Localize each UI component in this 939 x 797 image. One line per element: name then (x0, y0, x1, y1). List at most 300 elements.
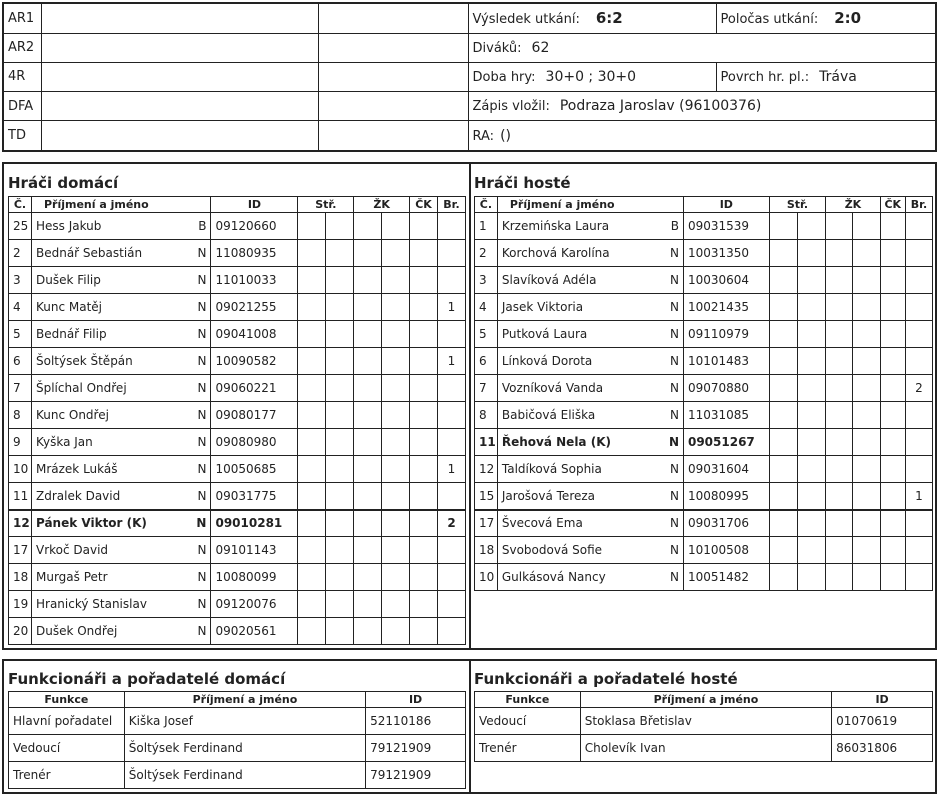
str-cell-1 (769, 402, 797, 429)
player-number: 17 (475, 510, 498, 537)
player-id: 10021435 (683, 294, 769, 321)
player-nationality: N (670, 354, 679, 368)
player-row (9, 294, 466, 321)
player-nationality: B (198, 219, 207, 233)
zk-cell-1 (826, 456, 852, 483)
player-name (497, 402, 683, 429)
official-row (9, 762, 466, 789)
away-players-title: Hráči hosté (474, 174, 571, 192)
zk-cell-1 (826, 402, 852, 429)
player-number: 12 (9, 510, 32, 537)
player-id: 09031706 (683, 510, 769, 537)
str-cell-1 (298, 537, 326, 564)
player-name (31, 618, 210, 645)
player-id: 09080980 (211, 429, 298, 456)
player-number: 6 (9, 348, 32, 375)
player-number: 18 (475, 537, 498, 564)
away-officials-header (475, 692, 933, 708)
player-number: 2 (9, 240, 32, 267)
player-nationality: N (197, 408, 207, 422)
player-id: 10090582 (211, 348, 298, 375)
player-name (31, 348, 210, 375)
official-function: Vedoucí (9, 735, 125, 762)
ck-cell (410, 294, 438, 321)
player-id: 09101143 (211, 537, 298, 564)
str-cell-2 (797, 564, 825, 591)
str-cell-1 (298, 564, 326, 591)
player-name (31, 591, 210, 618)
zk-cell-2 (852, 213, 880, 240)
player-nationality: N (670, 300, 679, 314)
ck-cell (410, 591, 438, 618)
player-name (31, 483, 210, 510)
str-cell-2 (326, 348, 354, 375)
player-number: 10 (9, 456, 32, 483)
str-cell-2 (326, 294, 354, 321)
player-nationality: N (197, 435, 207, 449)
away-players-table (474, 196, 933, 591)
header-name: Příjmení a jméno (31, 197, 210, 213)
player-id: 09060221 (211, 375, 298, 402)
ck-cell (410, 213, 438, 240)
ck-cell (880, 483, 905, 510)
away-officials-title: Funkcionáři a pořadatelé hosté (474, 670, 738, 688)
goals-cell (438, 402, 466, 429)
zk-cell-2 (382, 483, 410, 510)
info-row-1 (4, 4, 935, 33)
player-nationality: N (197, 381, 207, 395)
header-id: ID (211, 197, 298, 213)
player-nationality: N (670, 488, 679, 503)
str-cell-2 (797, 321, 825, 348)
ck-cell (880, 267, 905, 294)
player-name-text: Murgaš Petr (35, 570, 108, 584)
goals-cell (905, 402, 932, 429)
zk-cell-1 (826, 240, 852, 267)
player-row (9, 510, 466, 537)
str-cell-2 (797, 510, 825, 537)
zk-cell-1 (826, 429, 852, 456)
player-name (497, 510, 683, 537)
zk-cell-1 (354, 564, 382, 591)
header-name: Příjmení a jméno (124, 692, 365, 708)
player-number: 11 (475, 429, 498, 456)
str-cell-2 (797, 402, 825, 429)
str-cell-2 (326, 618, 354, 645)
str-cell-1 (769, 456, 797, 483)
surface-cell (716, 62, 935, 91)
player-row (475, 375, 933, 402)
player-number: 4 (475, 294, 498, 321)
goals-cell (438, 483, 466, 510)
match-info-table (4, 4, 935, 150)
header-no: Č. (9, 197, 32, 213)
ck-cell (880, 402, 905, 429)
away-officials-table (474, 691, 933, 762)
zk-cell-2 (382, 456, 410, 483)
player-number: 8 (475, 402, 498, 429)
zk-cell-2 (852, 267, 880, 294)
surface-value: Tráva (819, 68, 857, 85)
zk-cell-2 (852, 456, 880, 483)
player-nationality: N (670, 408, 679, 422)
home-officials-title: Funkcionáři a pořadatelé domácí (8, 670, 286, 688)
str-cell-2 (326, 510, 354, 537)
referee-extra-ar1 (318, 4, 468, 33)
goals-cell (905, 537, 932, 564)
ck-cell (410, 240, 438, 267)
player-name-text: Putková Laura (501, 327, 588, 341)
player-name (497, 294, 683, 321)
official-name: Kiška Josef (124, 708, 365, 735)
player-name (497, 375, 683, 402)
player-name-text: Zdralek David (35, 488, 121, 503)
referee-extra-ar2 (318, 33, 468, 62)
entered-value: Podraza Jaroslav (96100376) (559, 98, 762, 115)
player-name (497, 240, 683, 267)
officials-divider (469, 661, 471, 792)
zk-cell-1 (354, 375, 382, 402)
player-name (31, 537, 210, 564)
header-str: Stř. (769, 197, 826, 213)
header-ck: ČK (410, 197, 438, 213)
referee-label-ar2: AR2 (4, 33, 41, 62)
zk-cell-2 (852, 510, 880, 537)
player-nationality: N (670, 516, 679, 531)
player-id: 09031775 (211, 483, 298, 510)
player-id: 10031350 (683, 240, 769, 267)
zk-cell-1 (826, 213, 852, 240)
player-name-text: Mrázek Lukáš (35, 462, 118, 476)
info-row-3 (4, 62, 935, 91)
player-id: 09031604 (683, 456, 769, 483)
player-name (31, 213, 210, 240)
goals-cell (905, 267, 932, 294)
player-nationality: N (196, 516, 207, 531)
player-name (497, 213, 683, 240)
zk-cell-2 (382, 618, 410, 645)
player-name (497, 267, 683, 294)
header-ck: ČK (880, 197, 905, 213)
player-nationality: N (670, 381, 679, 395)
zk-cell-1 (354, 483, 382, 510)
str-cell-1 (769, 321, 797, 348)
player-id: 10080099 (211, 564, 298, 591)
goals-cell (438, 618, 466, 645)
player-name (497, 564, 683, 591)
zk-cell-1 (826, 294, 852, 321)
str-cell-2 (326, 402, 354, 429)
zk-cell-1 (354, 267, 382, 294)
player-id: 11031085 (683, 402, 769, 429)
home-players-table (8, 196, 466, 645)
spectators-cell (468, 33, 935, 62)
ck-cell (880, 429, 905, 456)
goals-cell (438, 429, 466, 456)
str-cell-1 (769, 375, 797, 402)
player-name-text: Hranický Stanislav (35, 597, 147, 611)
players-divider (469, 164, 471, 648)
str-cell-1 (769, 537, 797, 564)
header-str: Stř. (298, 197, 354, 213)
result-cell (468, 4, 716, 33)
home-officials-table (8, 691, 466, 789)
player-id: 09110979 (683, 321, 769, 348)
zk-cell-2 (852, 564, 880, 591)
ck-cell (880, 456, 905, 483)
goals-cell (905, 321, 932, 348)
zk-cell-1 (354, 456, 382, 483)
player-row (475, 321, 933, 348)
goals-cell (905, 348, 932, 375)
player-nationality: N (197, 597, 207, 611)
player-nationality: N (668, 435, 679, 449)
player-nationality: N (670, 570, 679, 584)
player-name-text: Šoltýsek Štěpán (35, 354, 133, 368)
player-name (31, 294, 210, 321)
player-nationality: N (197, 327, 207, 341)
zk-cell-1 (354, 618, 382, 645)
spectators-value: 62 (531, 39, 550, 56)
player-name-text: Dušek Filip (35, 273, 101, 287)
zk-cell-2 (852, 348, 880, 375)
goals-cell: 1 (438, 294, 466, 321)
referee-extra-dfa (318, 92, 468, 121)
str-cell-1 (298, 375, 326, 402)
ck-cell (880, 240, 905, 267)
player-name-text: Řehová Nela (K) (501, 435, 611, 449)
goals-cell (905, 564, 932, 591)
zk-cell-2 (382, 240, 410, 267)
player-row (9, 402, 466, 429)
player-row (9, 618, 466, 645)
goals-cell: 2 (438, 510, 466, 537)
official-id: 01070619 (832, 708, 933, 735)
zk-cell-1 (354, 537, 382, 564)
referee-value-4r (41, 62, 318, 91)
player-name (31, 402, 210, 429)
player-row (475, 240, 933, 267)
ck-cell (410, 456, 438, 483)
zk-cell-1 (826, 321, 852, 348)
str-cell-2 (797, 213, 825, 240)
zk-cell-1 (826, 267, 852, 294)
str-cell-2 (326, 564, 354, 591)
player-nationality: B (670, 219, 679, 233)
goals-cell (438, 240, 466, 267)
player-name-text: Kunc Matěj (35, 300, 103, 314)
str-cell-1 (298, 348, 326, 375)
goals-cell (438, 213, 466, 240)
str-cell-2 (797, 537, 825, 564)
player-nationality: N (197, 488, 207, 503)
official-row (475, 735, 933, 762)
player-id: 09051267 (683, 429, 769, 456)
player-nationality: N (670, 462, 679, 476)
referee-value-ar2 (41, 33, 318, 62)
str-cell-2 (797, 348, 825, 375)
player-number: 9 (9, 429, 32, 456)
player-id: 09031539 (683, 213, 769, 240)
official-id: 52110186 (366, 708, 466, 735)
player-row (475, 294, 933, 321)
player-row (9, 348, 466, 375)
str-cell-2 (797, 456, 825, 483)
zk-cell-2 (852, 321, 880, 348)
player-name-text: Línková Dorota (501, 354, 593, 368)
official-row (475, 708, 933, 735)
zk-cell-1 (826, 537, 852, 564)
player-row (9, 375, 466, 402)
str-cell-2 (326, 591, 354, 618)
player-name (497, 348, 683, 375)
player-name-text: Jasek Viktoria (501, 300, 584, 314)
player-number: 5 (9, 321, 32, 348)
ck-cell (410, 375, 438, 402)
player-row (475, 564, 933, 591)
player-row (9, 591, 466, 618)
str-cell-2 (797, 483, 825, 510)
zk-cell-2 (382, 348, 410, 375)
home-officials-header (9, 692, 466, 708)
ra-label: RA: (472, 128, 495, 144)
zk-cell-1 (826, 510, 852, 537)
official-name: Cholevík Ivan (580, 735, 831, 762)
home-players-title: Hráči domácí (8, 174, 119, 192)
header-id: ID (832, 692, 933, 708)
player-id: 09120076 (211, 591, 298, 618)
surface-label: Povrch hr. pl.: (720, 69, 810, 85)
player-nationality: N (197, 462, 207, 476)
zk-cell-2 (382, 429, 410, 456)
str-cell-1 (769, 213, 797, 240)
goals-cell (905, 510, 932, 537)
header-zk: ŽK (826, 197, 880, 213)
zk-cell-2 (382, 267, 410, 294)
ck-cell (880, 321, 905, 348)
goals-cell (905, 240, 932, 267)
player-row (475, 429, 933, 456)
player-name (497, 321, 683, 348)
player-name (31, 240, 210, 267)
player-number: 20 (9, 618, 32, 645)
player-number: 19 (9, 591, 32, 618)
player-name-text: Slavíková Adéla (501, 273, 597, 287)
player-row (475, 537, 933, 564)
referee-value-ar1 (41, 4, 318, 33)
ck-cell (880, 213, 905, 240)
referee-value-dfa (41, 92, 318, 121)
str-cell-1 (769, 267, 797, 294)
str-cell-2 (326, 213, 354, 240)
player-nationality: N (197, 354, 207, 368)
player-name (31, 456, 210, 483)
ra-cell (468, 121, 935, 150)
ck-cell (880, 564, 905, 591)
str-cell-2 (326, 375, 354, 402)
player-name (31, 510, 210, 537)
str-cell-2 (326, 456, 354, 483)
str-cell-1 (298, 483, 326, 510)
goals-cell: 1 (438, 456, 466, 483)
player-id: 10051482 (683, 564, 769, 591)
zk-cell-2 (382, 213, 410, 240)
str-cell-1 (298, 510, 326, 537)
player-id: 11080935 (211, 240, 298, 267)
zk-cell-2 (852, 537, 880, 564)
player-name-text: Bednář Sebastián (35, 246, 143, 260)
zk-cell-2 (852, 429, 880, 456)
player-number: 2 (475, 240, 498, 267)
player-number: 3 (9, 267, 32, 294)
player-number: 4 (9, 294, 32, 321)
str-cell-1 (769, 564, 797, 591)
str-cell-1 (769, 348, 797, 375)
ck-cell (410, 402, 438, 429)
str-cell-1 (298, 321, 326, 348)
zk-cell-1 (354, 213, 382, 240)
player-id: 10050685 (211, 456, 298, 483)
goals-cell (438, 321, 466, 348)
ck-cell (410, 537, 438, 564)
match-info-box (2, 2, 937, 152)
official-function: Trenér (9, 762, 125, 789)
official-function: Vedoucí (475, 708, 581, 735)
goals-cell (438, 267, 466, 294)
player-number: 1 (475, 213, 498, 240)
player-row (475, 348, 933, 375)
player-name (497, 456, 683, 483)
header-id: ID (683, 197, 769, 213)
spectators-label: Diváků: (472, 40, 522, 56)
goals-cell (905, 429, 932, 456)
referee-extra-td (318, 121, 468, 150)
official-id: 79121909 (366, 762, 466, 789)
player-name-text: Pánek Viktor (K) (35, 516, 147, 531)
player-name-text: Švecová Ema (501, 516, 583, 531)
player-name-text: Dušek Ondřej (35, 624, 118, 638)
player-id: 09041008 (211, 321, 298, 348)
player-row (475, 483, 933, 510)
str-cell-1 (769, 483, 797, 510)
player-row (9, 267, 466, 294)
player-number: 15 (475, 483, 498, 510)
ck-cell (410, 564, 438, 591)
player-name-text: Vrkoč David (35, 543, 109, 557)
player-number: 8 (9, 402, 32, 429)
player-name (497, 429, 683, 456)
officials-box (2, 659, 937, 794)
header-function: Funkce (9, 692, 125, 708)
zk-cell-2 (382, 510, 410, 537)
player-name-text: Bednář Filip (35, 327, 107, 341)
player-name-text: Korchová Karolína (501, 246, 610, 260)
zk-cell-1 (826, 348, 852, 375)
str-cell-2 (326, 429, 354, 456)
player-name-text: Gulkásová Nancy (501, 570, 606, 584)
player-row (9, 240, 466, 267)
ra-value: () (500, 127, 511, 144)
header-name: Příjmení a jméno (497, 197, 683, 213)
entered-cell (468, 92, 935, 121)
zk-cell-1 (354, 240, 382, 267)
zk-cell-2 (382, 564, 410, 591)
player-id: 09020561 (211, 618, 298, 645)
player-id: 10100508 (683, 537, 769, 564)
str-cell-1 (298, 591, 326, 618)
player-row (9, 537, 466, 564)
player-name (497, 537, 683, 564)
